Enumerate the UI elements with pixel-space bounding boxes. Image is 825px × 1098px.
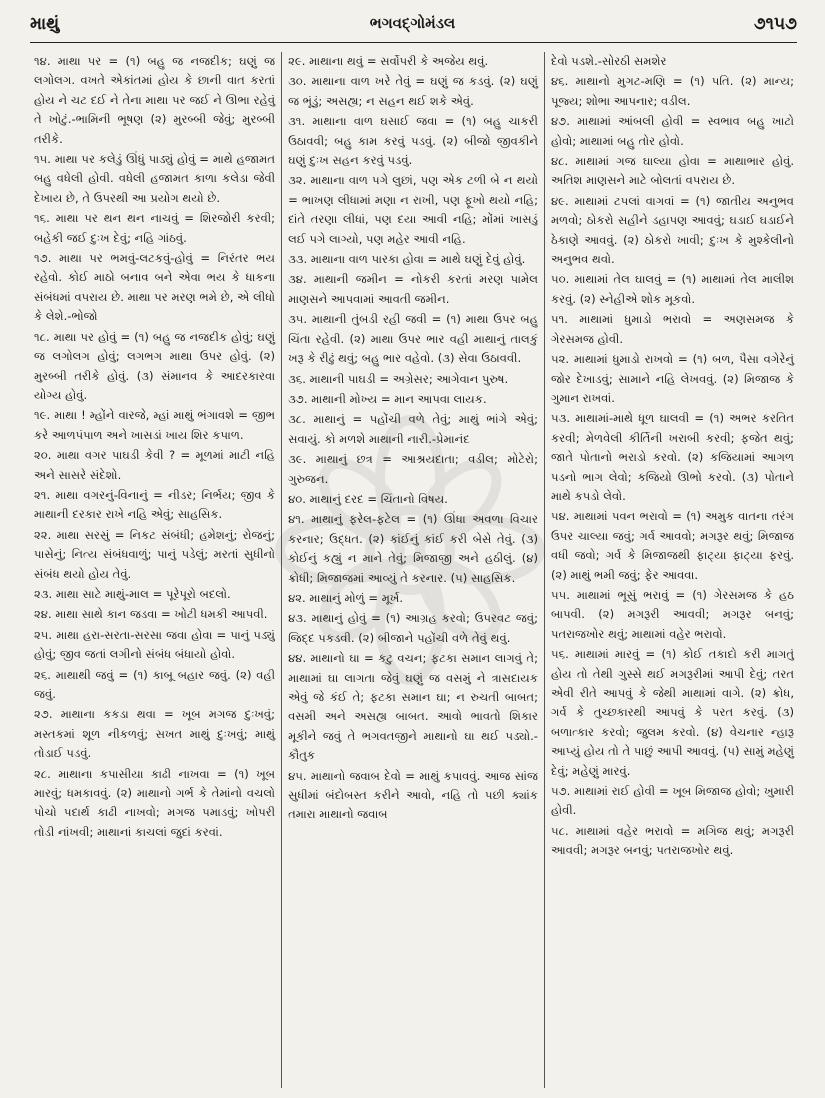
dictionary-entry: ૨૮. માથાના કપાસીયા કાઢી નાખવા = (૧) ખૂબ મારવું; ધમકાવવું. (૨) માથાનો ગર્ભ કે તેમાંનો વચલો પોચો પદાર્થ કાઢી નાખવો; મગજ પમાડવું; ખોપરી તોડી નાંખવી; માથાનાં કાચલાં જુદાં કરવાં. — [34, 766, 276, 839]
dictionary-entry: ૪૭. માથામાં આંબલી હોવી = સ્વભાવ બહુ ખાટો હોવો; માથામાં બહુ તોર હોવો. — [550, 114, 795, 148]
dictionary-entry: ૩૦. માથાના વાળ ખરે તેવું = ઘણું જ કડવું. (૨) ઘણું જ ભૂંડું; અસહ્ય; ન સહન થઈ શકે એવું. — [288, 74, 538, 108]
dictionary-entry: ૧૫. માથા પર કલેડું ઊંધું પાડ્યું હોવું = માથે હજામત બહુ વધેલી હોવી. વધેલી હજામત કાળા કલેડા જેવી દેખાય છે, તે ઉપરથી આ પ્રયોગ થયો છે. — [34, 152, 276, 205]
dictionary-entry: ૪૪. માથાનો ઘા = કટુ વચન; ફટકા સમાન લાગવું તે; માથામાં ઘા લાગતા જેવું ઘણું જ વસમું ને ત્રાસદાયક એવું જે કંઈ તે; ફટકા સમાન ઘા; ન રુચતી બાબત; વસમી અને અસહ્ય બાબત. આવો ભાવતો શિકાર મૂકીને જવું તે ભગવતજીને માથાનો ઘા થઈ પડ્યો.-કૌતુક — [288, 651, 538, 763]
dictionary-entry: ૫૭. માથામાં રાઈ હોવી = ખૂબ મિજાજ હોવો; ખુમારી હોવી. — [550, 784, 795, 818]
dictionary-entry: ૫૫. માથામાં ભૂસું ભરાવું = (૧) ગેરસમજ કે હઠ બાપવી. (૨) મગરૂરી આવવી; મગરૂર બનવું; પતરાજખોર થવું; માથામાં વહેર ભરાવો. — [550, 587, 795, 641]
dictionary-entry: ૪૧. માથાનું ફરેલ-ફટેલ = (૧) ઊંધા અવળા વિચાર કરનાર; ઉદ્ધત. (૨) કાંઈનું કાંઈ કરી બેસે તેવું. (૩) કોઈનું કહ્યું ન માને તેવું; મિજાજી અને હઠીલું. (૪) ક્રોધી; મિજાજમાં આવ્યું તે કરનાર. (૫) સાહસિક. — [288, 512, 538, 585]
dictionary-entry: ૩૪. માથાની જમીન = નોકરી કરતાં મરણ પામેલ માણસને આપવામાં આવતી જમીન. — [288, 272, 538, 306]
dictionary-entry: ૩૭. માથાની મોખ્ય = માન આપવા લાયક. — [288, 391, 487, 406]
page-number: ૭૧૫૭ — [753, 14, 797, 34]
dictionary-entry: ૪૯. માથામાં ટપલાં વાગવાં = (૧) જાતીય અનુભવ મળવો; ઠોકરો સહીને ડહાપણ આવવું; ઘડાઈ ઘડાઈને ઠેકાણે આવવું. (૨) ઠોકરો ખાવી; દુઃખ કે મુશ્કેલીનો અનુભવ થવો. — [550, 193, 795, 267]
dictionary-entry: ૫૩. માથામાં-માથે ધૂળ ઘાલવી = (૧) અભર કરતિત કરવી; મેળવેલી કીર્તિની ખરાબી કરવી; ફજેત થવું; જાતે પોતાનો ભરાડો કરવો. (૨) કજિયામાં આગળ પડનો ભાગ લેવો; કજિયો ઊભો કરવો. (૩) પોતાને માથે કપડો લેવો. — [550, 411, 795, 503]
dictionary-entry: ૪૫. માથાનો જવાબ દેવો = માથું કપાવવું. આજ સાંજ સુધીમાં બંદોબસ્ત કરીને આવો, નહિ તો પછી ક્યાંક તમારા માથાનો જવાબ — [288, 768, 538, 822]
dictionary-entry: ૨૦. માથા વગર પાઘડી કેવી ? = મૂળમાં માટી નહિ અને સાસરે સંદેશો. — [34, 448, 276, 482]
dictionary-entry: ૨૩. માથા સાટે માથું-માલ = પૂરેપૂરો બદલો. — [34, 586, 231, 601]
column-3 — [545, 52, 800, 1088]
dictionary-entry: ૩૨. માથાના વાળ પગે લુછાં, પણ એક ટળી બે ન થયો = ભાખણ લીધામાં મણા ન રાખી, પણ ફૂખો થયો નહિ; દાંતે તરણા લીધાં, પણ દયા આવી નહિ; મોંમાં ખાસડું લઈ પગે લાગ્યો, પણ મહેર આવી નહિ. — [288, 173, 538, 246]
dictionary-entry: ૨૫. માથા હરા-સરતા-સરસા જવા હોવા = પાનું પડ્યું હોવું; જીવ જતાં લગીનો સંબંધ બંધાયો હોવો. — [34, 627, 276, 662]
dictionary-entry: ૨૯. માથાના થવું = સર્વોપરી કે અજેય થવું. — [288, 54, 489, 68]
column-1 — [28, 52, 281, 1088]
dictionary-entry: ૩૫. માથાની તુંબડી રહી જવી = (૧) માથા ઉપર બહુ ચિંતા રહેવી. (૨) માથા ઉપર ભાર વહી માથાનું તાલકું ખરૂ કે રીઢું થવું; બહુ ભાર વહેવો. (૩) સેવા ઉઠાવવી. — [288, 312, 538, 366]
dictionary-entry: ૫૬. માથામાં મારવું = (૧) કોઈ તકાદો કરી માગતું હોય તો તેથી ગુસ્સે થઈ મગરૂરીમાં આપી દેવું; તરત એવી રીતે આપવું કે જેથી માથામાં વાગે. (૨) ક્રોધ, ગર્વ કે તુચ્છકારથી આપવું કે પરત કરવું. (૩) બળાત્કાર કરવો; જુલમ કરવો. (૪) વેચનાર ન્હારૂ આપ્યું હોય તો તે પાછું આપી આવવું. (૫) સામું મહેણું દેવું; મહેણું મારવું. — [550, 647, 795, 778]
dictionary-entry: ૫૧. માથામાં ધુમાડો ભરાવો = અણસમજ કે ગેરસમજ હોવી. — [550, 312, 795, 346]
dictionary-entry: ૫૪. માથામાં પવન ભરાવો = (૧) અમુક વાતના તરંગ ઉપર ચાલ્યા જવું; ગર્વ આવવો; મગરૂર થવું; મિજાજ વધી જવો; ગર્વ કે મિજાજથી ફાટ્યા ફાટ્યા ફરવું. (૨) માથું ભમી જવું; ફેર આવવા. — [550, 509, 795, 582]
dictionary-entry: ૫૮. માથામાં વહેર ભરાવો = મગિજ થવું; મગરૂરી આવવી; મગરૂર બનવું; પતરાજખોર થવું. — [550, 823, 795, 858]
dictionary-entry: ૨૪. માથા સાથે કાન જડવા = ખોટી ધમકી આપવી. — [34, 607, 268, 622]
dictionary-entry: ૩૧. માથાના વાળ ઘસાઈ જવા = (૧) બહુ ચાકરી ઉઠાવવી; બહુ કામ કરવું પડવું. (૨) બીજો જીવકીને ઘણું દુઃખ સહન કરવું પડવું. — [288, 114, 538, 168]
page-header — [0, 0, 825, 48]
header-left-word: માથું — [30, 14, 60, 34]
dictionary-entry: ૩૮. માથાનું = પહોંચી વળે તેવું; માથું ભાંગે એવું; સવાયું. કો મળશે માથાની નારી.-પ્રેમાનંદ — [288, 412, 538, 446]
dictionary-entry: ૧૭. માથા પર ભમવું-લટકવું-હોવું = નિરંતર ભય રહેવો. કોઈ માઠો બનાવ બને એવા ભય કે ધાકના સંબંધમાં વપરાય છે. માથા પર મરણ ભમે છે, એ લીધો કે લેશે.-ભોજો — [34, 251, 276, 324]
header-rule — [30, 42, 797, 43]
dictionary-entry: ૨૨. માથા સરસું = નિકટ સંબંધી; હમેશનું; રોજનું; પાસેનું; નિત્ય સંબંધવાળું; પાનું પડેલું; મરતાં સુધીનો સંબંધ થયો હોય તેવું. — [34, 527, 276, 581]
dictionary-entry: દેવો પડશે.-સોરઠી સમશેર — [550, 54, 667, 68]
dictionary-entry: ૫૦. માથામાં તેલ ઘાલવું = (૧) માથામાં તેલ માલીશ કરવું. (૨) સ્નેહીએ શોક મૂકવો. — [550, 272, 795, 306]
header-title: ભગવદ્ગોમંડલ — [369, 14, 456, 32]
dictionary-entry: ૩૬. માથાની પાઘડી = અગ્રેસર; આગેવાન પુરુષ. — [288, 371, 509, 386]
dictionary-entry: ૩૯. માથાનું છત્ર = આશ્રયદાતા; વડીલ; મોટેરો; ગુરુજન. — [288, 452, 538, 486]
column-2 — [281, 52, 545, 1088]
dictionary-columns — [28, 52, 800, 1088]
dictionary-entry: ૧૮. માથા પર હોવું = (૧) બહુ જ નજદીક હોવું; ઘણું જ લગોલગ હોવું; લગભગ માથા ઉપર હોવું. (૨) મુરબ્બી તરીકે હોવું. (૩) સંમાનવ કે આદરકારવા યોગ્ય હોવું. — [34, 329, 276, 402]
dictionary-entry: ૨૭. માથાના કકડા થવા = ખૂબ મગજ દુઃખવું; મસ્તકમાં શૂળ નીકળવું; સખત માથું દુઃખવું; માથું તોડાઈ પડવું. — [34, 707, 276, 761]
dictionary-entry: ૪૬. માથાનો મુગટ-મણિ = (૧) પતિ. (૨) માન્ય; પૂજ્ય; શોભા આપનાર; વડીલ. — [550, 74, 795, 108]
dictionary-entry: ૩૩. માથાના વાળ પારકા હોવા = માથે ઘણું દેવું હોવું. — [288, 252, 526, 267]
dictionary-entry: ૧૬. માથા પર થન થન નાચવું = શિરજોરી કરવી; બહેકી જઈ દુઃખ દેવું; નહિ ગાંઠવું. — [34, 211, 276, 245]
dictionary-entry: ૧૪. માથા પર = (૧) બહુ જ નજદીક; ઘણું જ લગોલગ. વખતે એકાંતમાં હોય કે છાની વાત કરતાં હોય ને ચટ દઈ ને તેના માથા પર જઈ ને ઊભા રહેવું તે ખોટું.-ભામિની ભૂષણ (૨) મુરબ્બી જેવું; મુરબ્બી તરીકે. — [34, 54, 276, 146]
dictionary-entry: ૨૧. માથા વગરનું-વિનાનું = નીડર; નિર્ભય; જીવ કે માથાની દરકાર રાખે નહિ એવું; સાહસિક. — [34, 487, 276, 522]
dictionary-entry: ૪૦. માથાનું દરદ = ચિંતાનો વિષય. — [288, 491, 448, 506]
dictionary-entry: ૪૮. માથામાં ગજ ઘાલ્યા હોવા = માથાભાર હોવું. અતિશ માણસને માટે બોલતાં વપરાય છે. — [550, 154, 795, 188]
dictionary-entry: ૨૬. માથાથી જવું = (૧) કાબૂ બહાર જવું. (૨) વહી જવું. — [34, 667, 276, 701]
dictionary-entry: ૫૨. માથામાં ધુમાડો રાખવો = (૧) બળ, પૈસા વગેરેનું જોર દેખાડવું; સામાને નહિ લેખવવું. (૨) મિજાજ કે ગુમાન રાખવાં. — [550, 352, 795, 405]
dictionary-entry: ૧૯. માથા ! મ્હોંને વારજે, મ્હાં માથું ભંગાવશે = જીભ કરે આળપંપાળ અને ખાસડાં ખાય શિર કપાળ. — [34, 408, 276, 442]
dictionary-entry: ૪૩. માથાનું હોવું = (૧) આગ્રહ કરવો; ઉપરવટ જવું; જિદ્દ પકડવી. (૨) બીજાને પહોંચી વળે તેવું થવું. — [288, 611, 538, 645]
dictionary-entry: ૪૨. માથાનું મોળું = મૂર્ખ. — [288, 590, 404, 605]
